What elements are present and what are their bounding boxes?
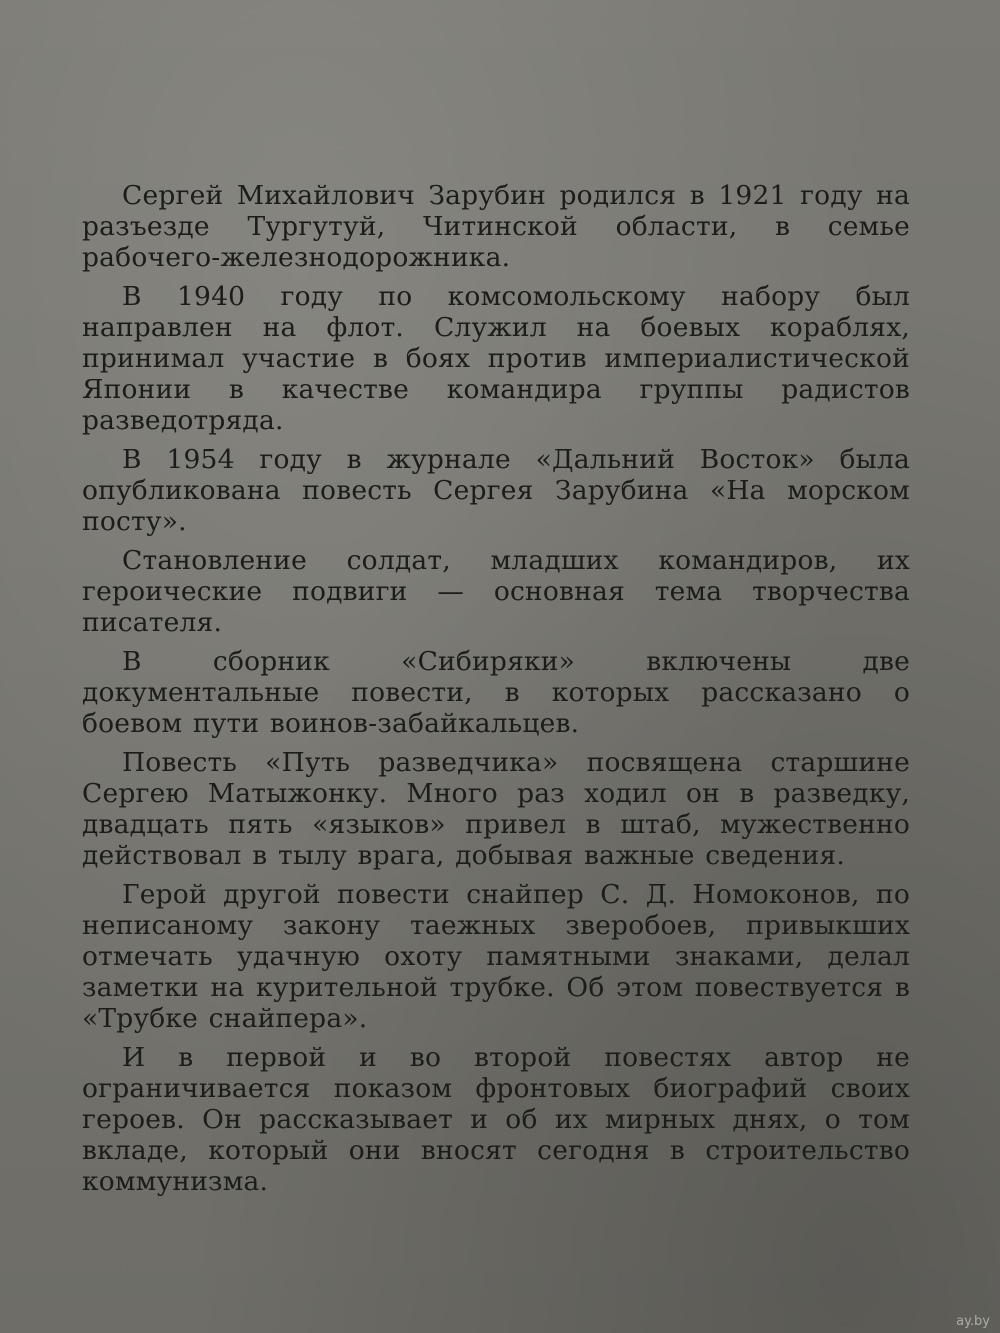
paragraph-2: В 1940 году по комсомольскому набору был направлен на флот. Служил на боевых кораблях, принимал участие в боях против империалистической Японии в качестве командира группы радистов разведотряда. [82,281,910,436]
paragraph-5: В сборник «Сибиряки» включены две документальные повести, в которых рассказано о боевом пути воинов-забайкальцев. [82,646,910,739]
paragraph-1: Сергей Михайлович Зарубин родился в 1921 году на разъезде Тургутуй, Читинской области, в семье рабочего-железнодорожника. [82,180,910,273]
author-biography-text [82,180,910,1205]
paragraph-8: И в первой и во второй повестях автор не ограничивается показом фронтовых биографий своих героев. Он рассказывает и об их мирных днях, о том вкладе, который они вносят сегодня в строительство коммунизма. [82,1042,910,1197]
paragraph-7: Герой другой повести снайпер С. Д. Номоконов, по неписаному закону таежных зверобоев, привыкших отмечать удачную охоту памятными знаками, делал заметки на курительной трубке. Об этом повествуется в «Трубке снайпера». [82,879,910,1034]
paragraph-4: Становление солдат, младших командиров, их героические подвиги — основная тема творчества писателя. [82,545,910,638]
paragraph-3: В 1954 году в журнале «Дальний Восток» была опубликована повесть Сергея Зарубина «На морском посту». [82,444,910,537]
paragraph-6: Повесть «Путь разведчика» посвящена старшине Сергею Матыжонку. Много раз ходил он в разведку, двадцать пять «языков» привел в штаб, мужественно действовал в тылу врага, добывая важные сведения. [82,747,910,871]
site-watermark: ay.by [956,1314,990,1329]
